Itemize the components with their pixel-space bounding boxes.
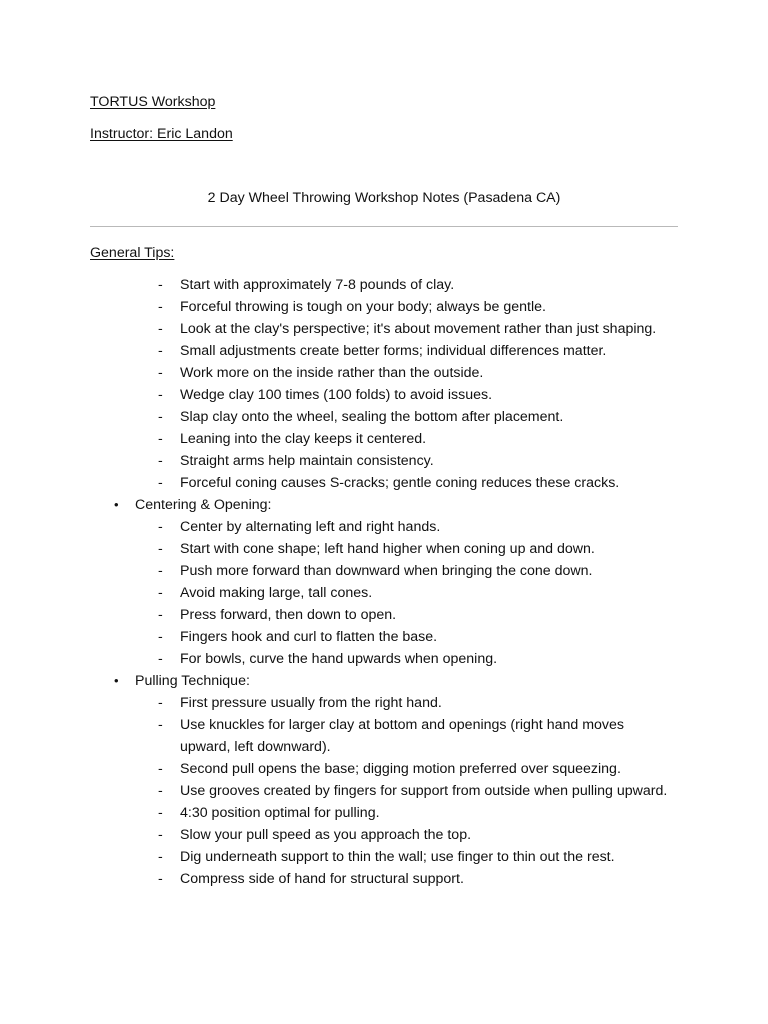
dash-marker: - xyxy=(158,849,163,865)
dash-marker: - xyxy=(158,761,163,777)
list-item-text: Center by alternating left and right hands. xyxy=(180,519,441,535)
list-item xyxy=(90,824,678,846)
pulling-section-heading xyxy=(90,670,678,692)
list-item-text: Compress side of hand for structural support. xyxy=(180,871,464,887)
dash-marker: - xyxy=(158,629,163,645)
dash-marker: - xyxy=(158,519,163,535)
dash-marker: - xyxy=(158,783,163,799)
list-item-text: Small adjustments create better forms; individual differences matter. xyxy=(180,343,607,359)
list-item-text: Second pull opens the base; digging motion preferred over squeezing. xyxy=(180,761,621,777)
pulling-tips-list xyxy=(90,692,678,890)
list-item xyxy=(90,692,678,714)
list-item-text: Wedge clay 100 times (100 folds) to avoid issues. xyxy=(180,387,493,403)
bullet-marker: • xyxy=(114,497,119,512)
centering-tips-list xyxy=(90,516,678,670)
list-item-text: Look at the clay's perspective; it's about movement rather than just shaping. xyxy=(180,321,657,337)
pulling-heading-label: Pulling Technique: xyxy=(135,673,250,689)
list-item-text: Fingers hook and curl to flatten the base. xyxy=(180,629,438,645)
list-item-text: 4:30 position optimal for pulling. xyxy=(180,805,380,821)
general-tips-list xyxy=(90,274,678,494)
horizontal-divider xyxy=(90,226,678,227)
dash-marker: - xyxy=(158,453,163,469)
list-item-text: Straight arms help maintain consistency. xyxy=(180,453,434,469)
list-item-text: Leaning into the clay keeps it centered. xyxy=(180,431,427,447)
dash-marker: - xyxy=(158,695,163,711)
list-item xyxy=(90,648,678,670)
list-item xyxy=(90,802,678,824)
list-item xyxy=(90,450,678,472)
list-item xyxy=(90,340,678,362)
list-item xyxy=(90,274,678,296)
centering-section-heading xyxy=(90,494,678,516)
dash-marker: - xyxy=(158,321,163,337)
dash-marker: - xyxy=(158,805,163,821)
dash-marker: - xyxy=(158,299,163,315)
list-item-text: Avoid making large, tall cones. xyxy=(180,585,373,601)
list-item-text: Start with approximately 7-8 pounds of clay. xyxy=(180,277,455,293)
workshop-title: TORTUS Workshop xyxy=(90,94,216,110)
list-item-text: For bowls, curve the hand upwards when opening. xyxy=(180,651,498,667)
list-item-text: Slap clay onto the wheel, sealing the bottom after placement. xyxy=(180,409,564,425)
list-item xyxy=(90,582,678,604)
list-item xyxy=(90,780,678,802)
notes-subtitle: 2 Day Wheel Throwing Workshop Notes (Pasadena CA) xyxy=(207,190,561,206)
dash-marker: - xyxy=(158,585,163,601)
list-item-text: Dig underneath support to thin the wall; use finger to thin out the rest. xyxy=(180,849,615,865)
dash-marker: - xyxy=(158,827,163,843)
list-item xyxy=(90,758,678,780)
list-item-text: Use grooves created by fingers for support from outside when pulling upward. xyxy=(180,783,668,799)
instructor-line: Instructor: Eric Landon xyxy=(90,126,233,142)
dash-marker: - xyxy=(158,365,163,381)
dash-marker: - xyxy=(158,431,163,447)
list-item xyxy=(90,406,678,428)
list-item xyxy=(90,560,678,582)
general-tips-heading: General Tips: xyxy=(90,245,175,261)
list-item xyxy=(90,318,678,340)
document-page xyxy=(90,91,678,890)
list-item xyxy=(90,846,678,868)
list-item-text: Press forward, then down to open. xyxy=(180,607,397,623)
list-item xyxy=(90,868,678,890)
dash-marker: - xyxy=(158,409,163,425)
list-item xyxy=(90,472,678,494)
list-item-text: Push more forward than downward when bringing the cone down. xyxy=(180,563,593,579)
dash-marker: - xyxy=(158,277,163,293)
list-item xyxy=(90,626,678,648)
dash-marker: - xyxy=(158,607,163,623)
dash-marker: - xyxy=(158,541,163,557)
list-item-text: Work more on the inside rather than the outside. xyxy=(180,365,484,381)
dash-marker: - xyxy=(158,343,163,359)
dash-marker: - xyxy=(158,651,163,667)
dash-marker: - xyxy=(158,475,163,491)
list-item-text: Slow your pull speed as you approach the top. xyxy=(180,827,472,843)
list-item-text: Start with cone shape; left hand higher when coning up and down. xyxy=(180,541,595,557)
dash-marker: - xyxy=(158,871,163,887)
list-item xyxy=(90,538,678,560)
list-item-text: First pressure usually from the right hand. xyxy=(180,695,442,711)
list-item xyxy=(90,428,678,450)
dash-marker: - xyxy=(158,387,163,403)
list-item xyxy=(90,296,678,318)
bullet-marker: • xyxy=(114,673,119,688)
dash-marker: - xyxy=(158,563,163,579)
list-item-text: Forceful throwing is tough on your body; always be gentle. xyxy=(180,299,546,315)
list-item xyxy=(90,604,678,626)
list-item xyxy=(90,362,678,384)
list-item xyxy=(90,384,678,406)
list-item-text: Use knuckles for larger clay at bottom and openings (right hand moves upward, left downward). xyxy=(180,717,624,755)
list-item-text: Forceful coning causes S-cracks; gentle coning reduces these cracks. xyxy=(180,475,620,491)
centering-heading-label: Centering & Opening: xyxy=(135,497,272,513)
list-item xyxy=(90,516,678,538)
list-item xyxy=(90,714,678,758)
dash-marker: - xyxy=(158,717,163,733)
